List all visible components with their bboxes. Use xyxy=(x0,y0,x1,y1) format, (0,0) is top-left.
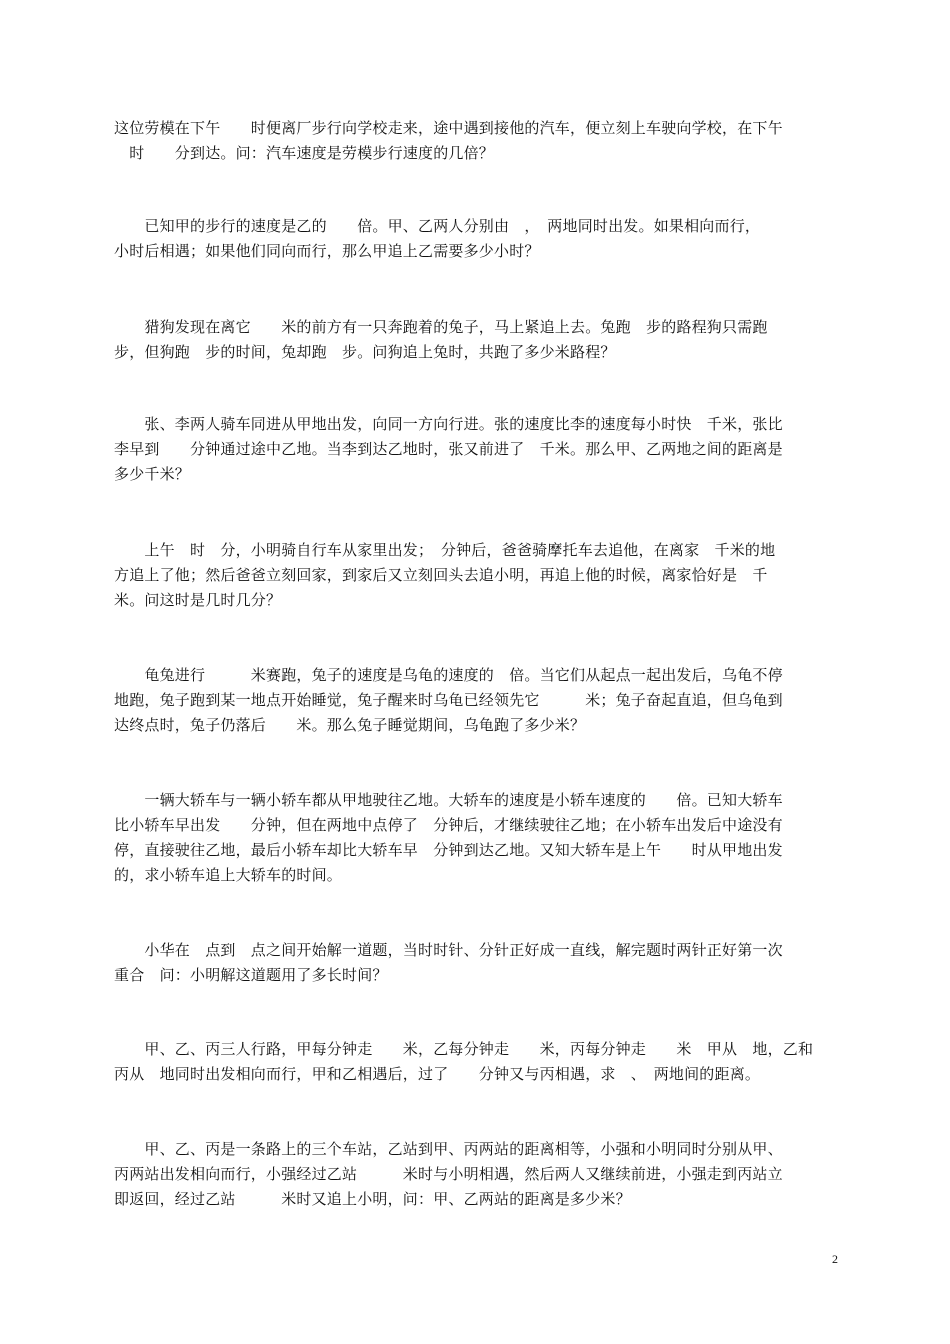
paragraph-line: 上午 时 分，小明骑自行车从家里出发； 分钟后，爸爸骑摩托车去追他，在离家 千米的地 xyxy=(114,541,776,559)
paragraph-line: 重合 问：小明解这道题用了多长时间？ xyxy=(114,966,388,984)
paragraph-line: 小时后相遇；如果他们同向而行，那么甲追上乙需要多少小时？ xyxy=(114,242,540,260)
problem-paragraph-7 xyxy=(114,788,838,888)
paragraph-line: 多少千米？ xyxy=(114,465,191,483)
paragraph-line: 地跑，兔子跑到某一地点开始睡觉，兔子醒来时乌龟已经领先它 米；兔子奋起直追，但乌龟到 xyxy=(114,691,783,709)
paragraph-line: 时 分到达。问：汽车速度是劳模步行速度的几倍？ xyxy=(114,144,495,162)
problem-paragraph-2 xyxy=(114,214,838,264)
paragraph-line: 甲、乙、丙三人行路，甲每分钟走 米，乙每分钟走 米，丙每分钟走 米 甲从 地，乙和 xyxy=(114,1040,814,1058)
paragraph-line: 丙从 地同时出发相向而行，甲和乙相遇后，过了 分钟又与丙相遇，求 、 两地间的距离。 xyxy=(114,1065,761,1083)
problem-paragraph-1 xyxy=(114,116,838,166)
paragraph-line: 的，求小轿车追上大轿车的时间。 xyxy=(114,866,343,884)
paragraph-line: 李早到 分钟通过途中乙地。当李到达乙地时，张又前进了 千米。那么甲、乙两地之间的距离是 xyxy=(114,440,783,458)
paragraph-line: 达终点时，兔子仍落后 米。那么兔子睡觉期间，乌龟跑了多少米？ xyxy=(114,716,586,734)
paragraph-line: 比小轿车早出发 分钟，但在两地中点停了 分钟后，才继续驶往乙地；在小轿车出发后中途没有 xyxy=(114,816,783,834)
paragraph-line: 停，直接驶往乙地，最后小轿车却比大轿车早 分钟到达乙地。又知大轿车是上午 时从甲地出发 xyxy=(114,841,783,859)
paragraph-line: 方追上了他；然后爸爸立刻回家，到家后又立刻回头去追小明，再追上他的时候，离家恰好是 千 xyxy=(114,566,768,584)
problem-paragraph-10 xyxy=(114,1137,838,1212)
paragraph-line: 步，但狗跑 步的时间，兔却跑 步。问狗追上兔时，共跑了多少米路程？ xyxy=(114,343,616,361)
paragraph-line: 一辆大轿车与一辆小轿车都从甲地驶往乙地。大轿车的速度是小轿车速度的 倍。已知大轿车 xyxy=(114,791,783,809)
paragraph-line: 已知甲的步行的速度是乙的 倍。甲、乙两人分别由 ， 两地同时出发。如果相向而行， xyxy=(114,217,761,235)
paragraph-line: 丙两站出发相向而行，小强经过乙站 米时与小明相遇，然后两人又继续前进，小强走到丙站立 xyxy=(114,1165,783,1183)
problem-paragraph-6 xyxy=(114,663,838,738)
paragraph-line: 张、李两人骑车同进从甲地出发，向同一方向行进。张的速度比李的速度每小时快 千米，张比 xyxy=(114,415,783,433)
paragraph-line: 甲、乙、丙是一条路上的三个车站，乙站到甲、丙两站的距离相等，小强和小明同时分别从甲、 xyxy=(114,1140,783,1158)
problem-paragraph-9 xyxy=(114,1037,838,1087)
paragraph-line: 猎狗发现在离它 米的前方有一只奔跑着的兔子，马上紧追上去。兔跑 步的路程狗只需跑 xyxy=(114,318,768,336)
page-number: 2 xyxy=(832,1252,838,1266)
problem-paragraph-4 xyxy=(114,412,838,487)
paragraph-line: 这位劳模在下午 时便离厂步行向学校走来，途中遇到接他的汽车，便立刻上车驶向学校，在下午 xyxy=(114,119,783,137)
problem-paragraph-5 xyxy=(114,538,838,613)
paragraph-line: 即返回，经过乙站 米时又追上小明，问：甲、乙两站的距离是多少米？ xyxy=(114,1190,631,1208)
paragraph-line: 小华在 点到 点之间开始解一道题，当时时针、分针正好成一直线，解完题时两针正好第一次 xyxy=(114,941,783,959)
paragraph-line: 米。问这时是几时几分？ xyxy=(114,591,282,609)
problem-paragraph-3 xyxy=(114,315,838,365)
paragraph-line: 龟兔进行 米赛跑，兔子的速度是乌龟的速度的 倍。当它们从起点一起出发后，乌龟不停 xyxy=(114,666,783,684)
problem-paragraph-8 xyxy=(114,938,838,988)
